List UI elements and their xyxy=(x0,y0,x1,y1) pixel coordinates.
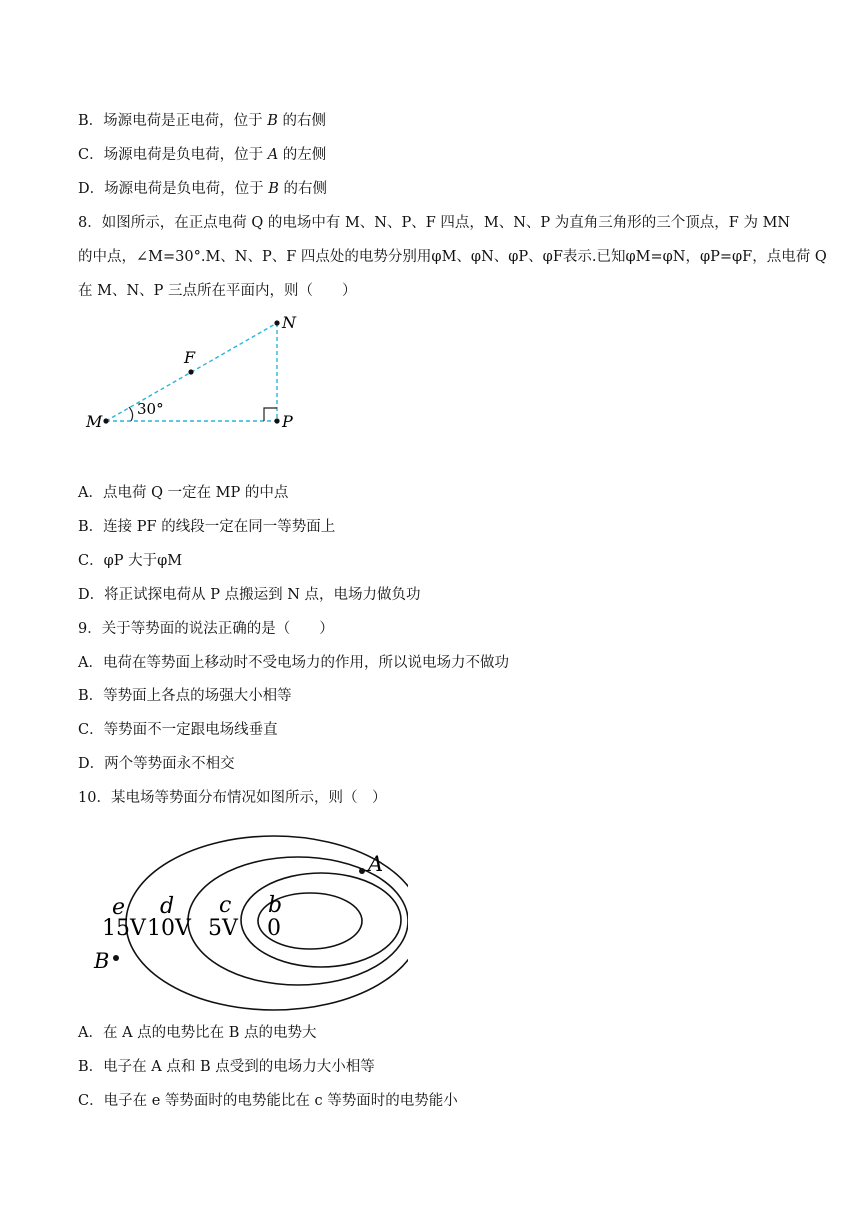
q8-triangle-figure xyxy=(80,308,320,438)
q7-option-d-end: 的右侧 xyxy=(283,181,327,197)
label-b-surface: b xyxy=(268,893,283,918)
q7-option-b-var: B xyxy=(267,113,278,129)
label-c: c xyxy=(219,893,232,918)
q8-option-b: B．连接 PF 的线段一定在同一等势面上 xyxy=(78,519,336,535)
q8-option-c: C．φP 大于φM xyxy=(78,553,183,569)
q8-label-f: F xyxy=(184,348,196,367)
q7-option-c-var: A xyxy=(267,147,279,163)
q9-option-d: D．两个等势面永不相交 xyxy=(78,756,235,772)
point-a xyxy=(359,868,365,874)
q9-option-b: B．等势面上各点的场强大小相等 xyxy=(78,688,292,704)
q8-option-a: A．点电荷 Q 一定在 MP 的中点 xyxy=(78,485,289,501)
q10-option-c: C．电子在 e 等势面时的电势能比在 c 等势面时的电势能小 xyxy=(78,1093,458,1109)
label-b: B xyxy=(94,949,110,973)
q8-label-p: P xyxy=(282,412,293,431)
point-b xyxy=(113,955,119,961)
q7-option-c-end: 的左侧 xyxy=(282,147,327,163)
label-e: e xyxy=(112,895,126,920)
q7-option-d-text: D．场源电荷是负电荷，位于 xyxy=(78,181,264,197)
q8-stem-line2: 的中点，∠M=30°.M、N、P、F 四点处的电势分别用φM、φN、φP、φF表示.已知φM=φN，φP=φF，点电荷 Q xyxy=(78,249,827,265)
label-d: d xyxy=(160,894,175,919)
q8-stem-line1: 8．如图所示，在正点电荷 Q 的电场中有 M、N、P、F 四点，M、N、P 为直角三角形的三个顶点，F 为 MN xyxy=(78,215,791,231)
q7-option-d xyxy=(78,179,327,199)
q7-option-c xyxy=(78,145,326,165)
q8-angle-label: 30° xyxy=(137,400,164,418)
q8-point-n xyxy=(274,320,279,325)
equipotential-c xyxy=(241,873,401,967)
voltage-d: 10V xyxy=(147,916,191,941)
q8-right-angle-mark xyxy=(264,408,277,421)
q8-point-m xyxy=(103,418,108,423)
q9-option-c: C．等势面不一定跟电场线垂直 xyxy=(78,722,278,738)
q7-option-b-text: B．场源电荷是正电荷，位于 xyxy=(78,113,263,129)
q9-stem: 9．关于等势面的说法正确的是（ ） xyxy=(78,621,334,637)
q10-stem: 10．某电场等势面分布情况如图所示，则（ ） xyxy=(78,790,387,806)
q7-option-b xyxy=(78,111,326,131)
voltage-b: 0 xyxy=(267,916,281,941)
q8-option-d: D．将正试探电荷从 P 点搬运到 N 点，电场力做负功 xyxy=(78,587,421,603)
q10-option-b: B．电子在 A 点和 B 点受到的电场力大小相等 xyxy=(78,1059,375,1075)
q7-option-d-var: B xyxy=(268,181,279,197)
q10-option-a: A．在 A 点的电势比在 B 点的电势大 xyxy=(78,1025,317,1041)
q8-angle-arc xyxy=(129,407,133,421)
q9-option-a: A．电荷在等势面上移动时不受电场力的作用，所以说电场力不做功 xyxy=(78,655,509,671)
voltage-c: 5V xyxy=(208,916,238,941)
q7-option-b-end: 的右侧 xyxy=(282,113,327,129)
q8-point-p xyxy=(274,418,279,423)
voltage-e: 15V xyxy=(102,916,146,941)
q8-label-m: M xyxy=(86,412,103,431)
q8-label-n: N xyxy=(282,313,296,332)
q7-option-c-text: C．场源电荷是负电荷，位于 xyxy=(78,147,264,163)
q10-equipotential-figure xyxy=(88,820,408,1020)
label-a: A xyxy=(368,852,384,876)
q8-stem-line3: 在 M、N、P 三点所在平面内，则（ ） xyxy=(78,283,357,299)
q8-point-f xyxy=(188,369,193,374)
